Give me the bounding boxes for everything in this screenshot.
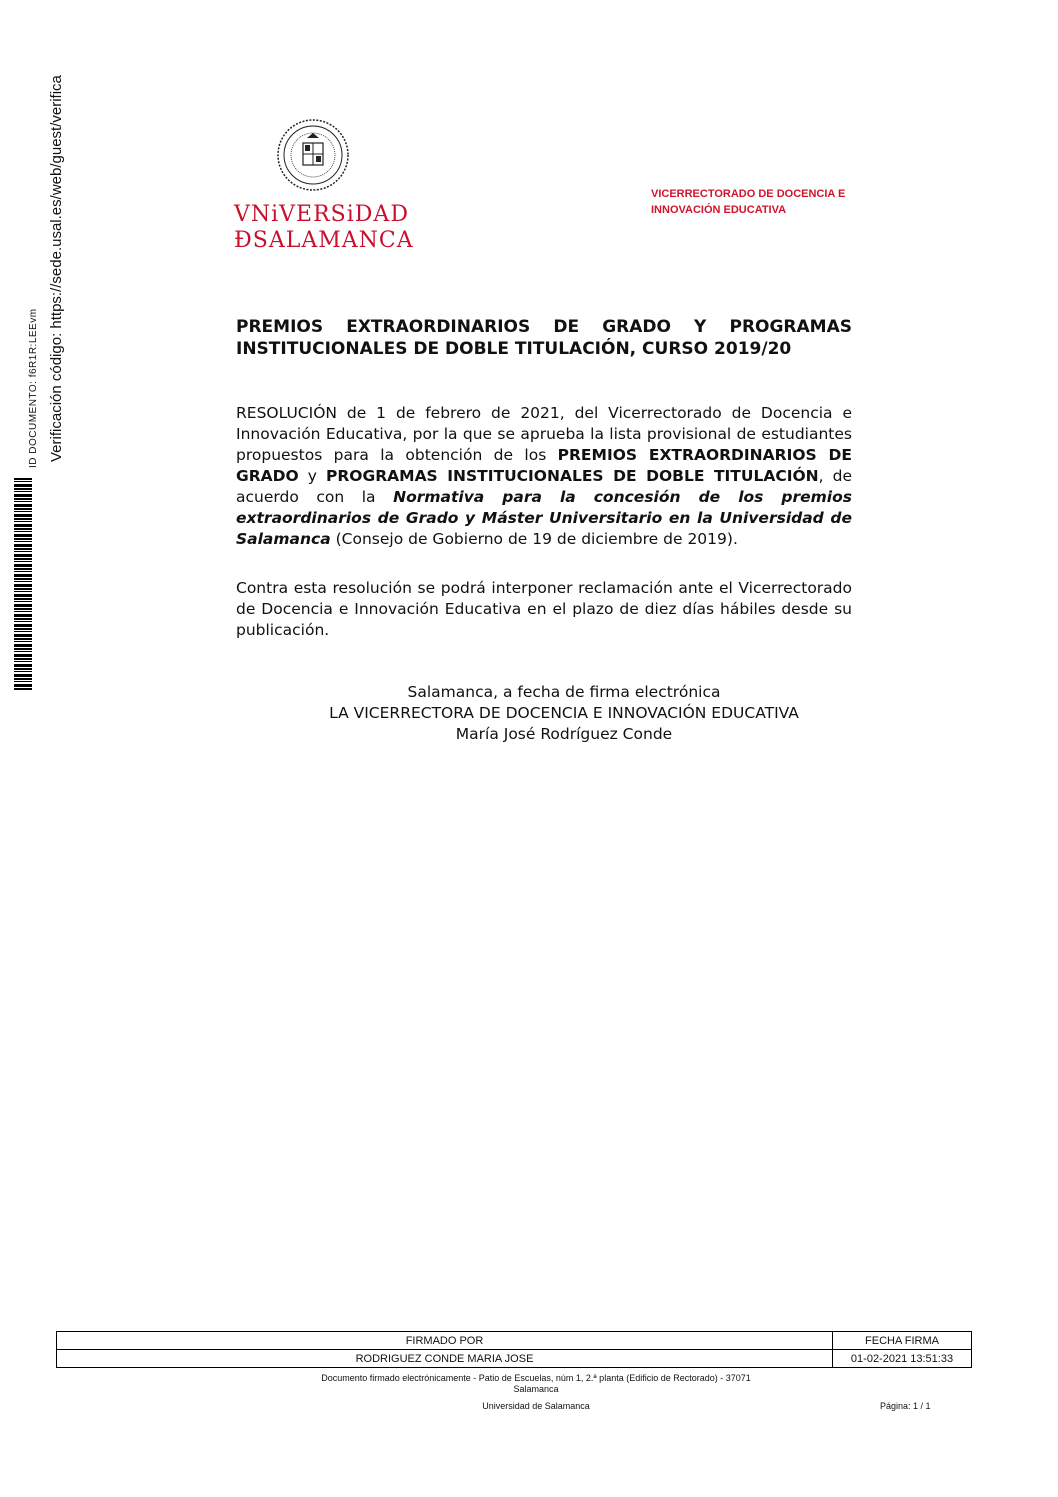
resolution-paragraph	[236, 403, 852, 550]
table-row	[57, 1332, 972, 1350]
barcode	[14, 478, 32, 690]
document-title	[236, 316, 852, 360]
logo-text-salamanca: ÐSALAMANCA	[234, 228, 414, 253]
signature-name: María José Rodríguez Conde	[455, 725, 673, 743]
footer-address-line-2: Salamanca	[513, 1384, 559, 1394]
signer-name: RODRIGUEZ CONDE MARIA JOSE	[57, 1350, 833, 1368]
resolution-text-4: (Consejo de Gobierno de 19 de diciembre de 2019).	[330, 530, 738, 548]
footer-institution: Universidad de Salamanca	[482, 1401, 590, 1411]
department-header	[651, 186, 891, 218]
document-id: ID DOCUMENTO: f6R1R:LEEvm	[28, 308, 39, 468]
logo-text-universidad: VNiVERSiDAD	[234, 202, 409, 227]
verification-code: Verificación código: https://sede.usal.es/web/guest/verifica	[48, 75, 65, 462]
resolution-bold-1: PREMIOS EXTRAORDINARIOS DE GRADO	[236, 446, 852, 485]
department-line-2: INNOVACIÓN EDUCATIVA	[651, 204, 787, 216]
resolution-bold-2: PROGRAMAS INSTITUCIONALES DE DOBLE TITULACIÓN	[326, 467, 819, 485]
date-header: FECHA FIRMA	[833, 1332, 972, 1350]
resolution-text-2: y	[298, 467, 327, 485]
table-row	[57, 1350, 972, 1368]
signature-table	[56, 1331, 972, 1368]
resolution-text-1: RESOLUCIÓN de 1 de febrero de 2021, del Vicerrectorado de Docencia e Innovación Educativa, por la que se aprueba la lista provisional de estudiantes propuestos para la obtención de los	[236, 404, 852, 464]
signature-place: Salamanca, a fecha de firma electrónica	[407, 683, 721, 701]
signature-role: LA VICERRECTORA DE DOCENCIA E INNOVACIÓN EDUCATIVA	[329, 704, 799, 722]
signature-block	[236, 682, 892, 745]
footer-address-line-1: Documento firmado electrónicamente - Patio de Escuelas, núm 1, 2.ª planta (Edificio de Rectorado) - 37071	[321, 1373, 751, 1383]
footer-address	[236, 1373, 836, 1395]
title-line-2: INSTITUCIONALES DE DOBLE TITULACIÓN, CURSO 2019/20	[236, 339, 792, 359]
page-number: Página: 1 / 1	[880, 1401, 931, 1411]
signed-by-header: FIRMADO POR	[57, 1332, 833, 1350]
title-line-1: PREMIOS EXTRAORDINARIOS DE GRADO Y PROGRAMAS	[236, 317, 852, 337]
university-logo	[234, 118, 414, 253]
department-line-1: VICERRECTORADO DE DOCENCIA E	[651, 188, 846, 200]
resolution-regulation-title: Normativa para la concesión de los premios extraordinarios de Grado y Máster Universitario en la Universidad de Salamanca	[236, 488, 852, 548]
university-seal-icon	[276, 118, 350, 192]
appeal-paragraph: Contra esta resolución se podrá interponer reclamación ante el Vicerrectorado de Docencia e Innovación Educativa en el plazo de diez días hábiles desde su publicación.	[236, 579, 852, 639]
signature-date: 01-02-2021 13:51:33	[833, 1350, 972, 1368]
resolution-text-3: , de acuerdo con la	[236, 467, 852, 506]
verification-strip	[14, 75, 65, 608]
